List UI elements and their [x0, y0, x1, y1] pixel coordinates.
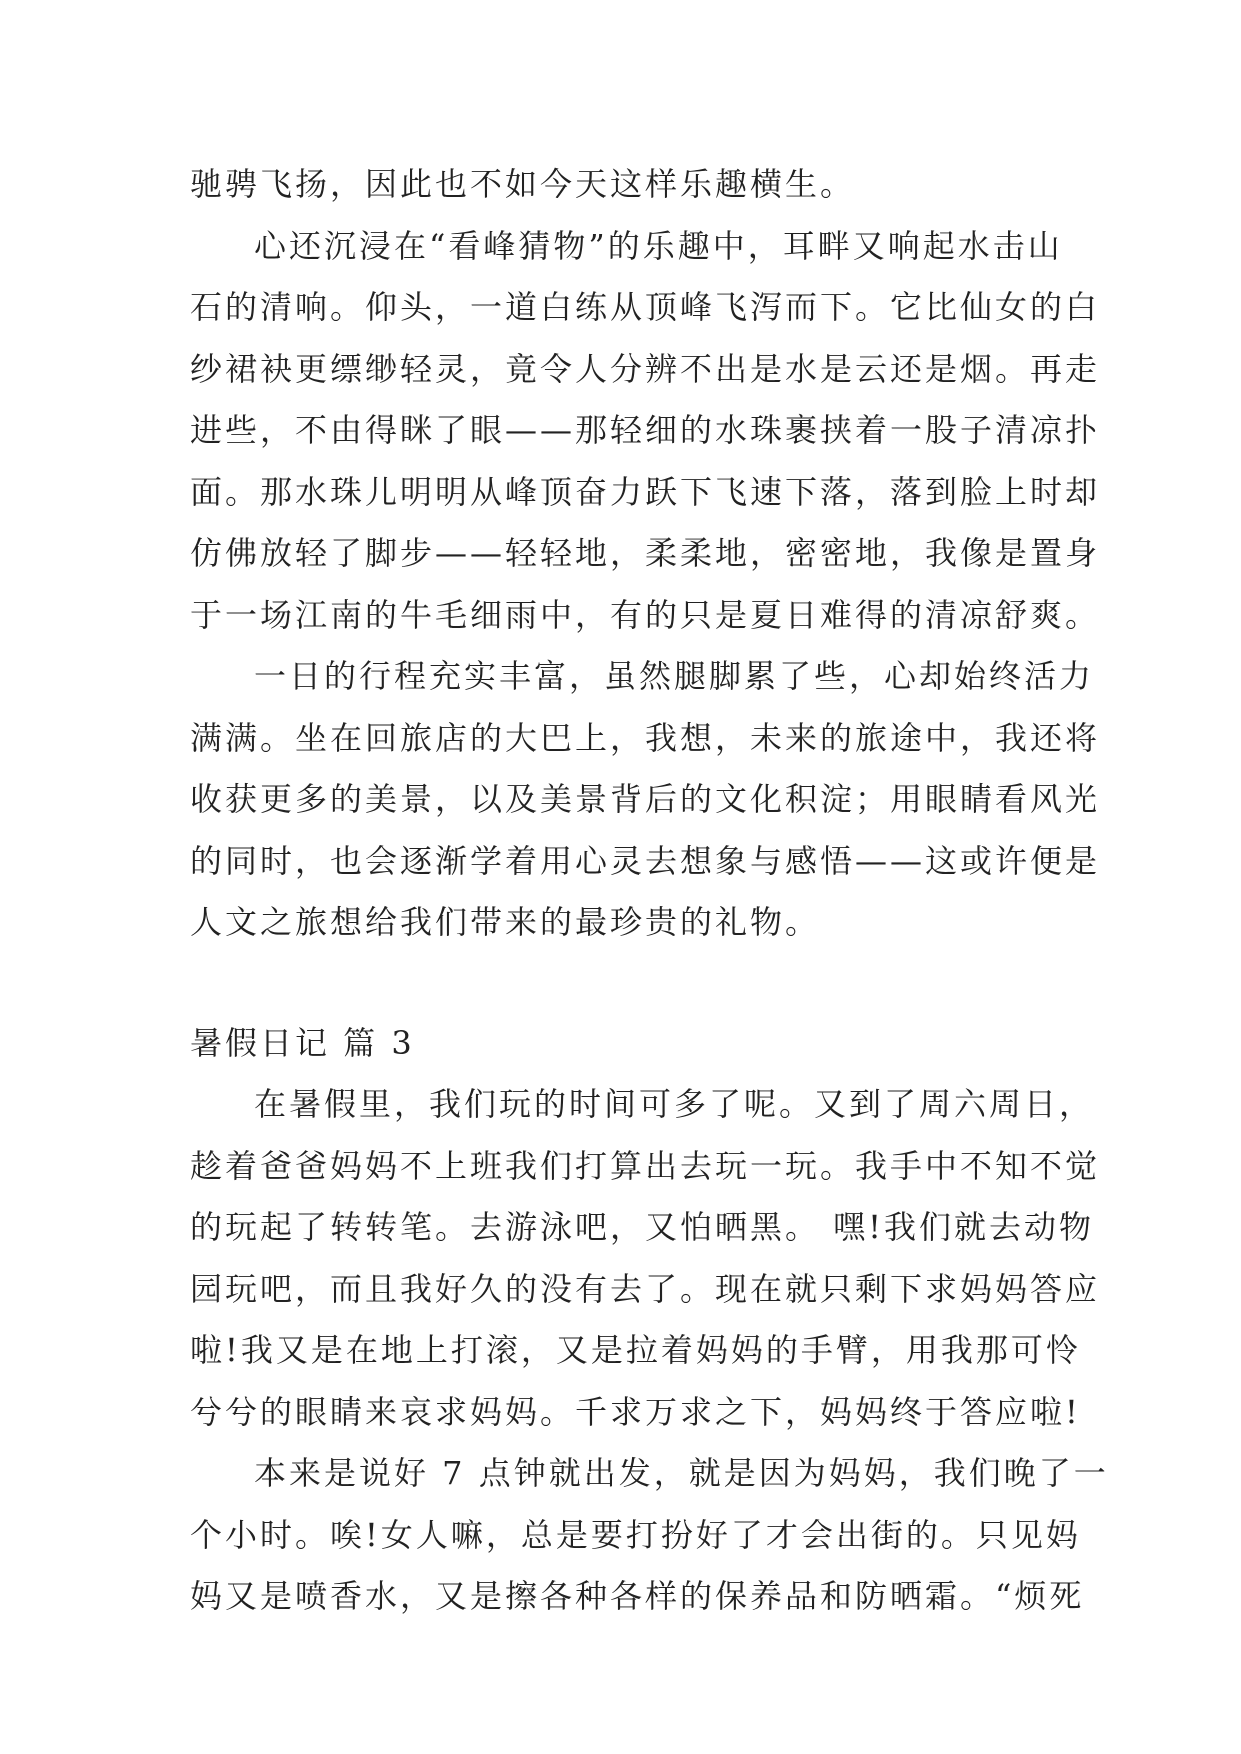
- text-line: 园玩吧，而且我好久的没有去了。现在就只剩下求妈妈答应: [190, 1269, 1101, 1308]
- text-line: 趁着爸爸妈妈不上班我们打算出去玩一玩。我手中不知不觉: [190, 1146, 1101, 1185]
- text-line: 兮兮的眼睛来哀求妈妈。千求万求之下，妈妈终于答应啦!: [190, 1392, 1081, 1431]
- text-line: 驰骋飞扬，因此也不如今天这样乐趣横生。: [190, 165, 856, 203]
- section-gap: [190, 954, 1070, 1013]
- text-line: 的同时，也会逐渐学着用心灵去想象与感悟——这或许便是: [190, 841, 1101, 880]
- text-line: 面。那水珠儿明明从峰顶奋力跃下飞速下落，落到脸上时却: [190, 472, 1101, 511]
- text-line: 的玩起了转转笔。去游泳吧，又怕晒黑。 嘿!我们就去动物: [190, 1208, 1095, 1246]
- text-line: 啦!我又是在地上打滚，又是拉着妈妈的手臂，用我那可怜: [190, 1331, 1081, 1369]
- document-body: [190, 154, 1109, 1628]
- text-line: 一日的行程充实丰富，虽然腿脚累了些，心却始终活力: [254, 657, 1095, 695]
- paragraph-conclusion: [190, 646, 1101, 954]
- text-line: 仿佛放轻了脚步——轻轻地，柔柔地，密密地，我像是置身: [190, 534, 1101, 572]
- text-line: 个小时。唉!女人嘛，总是要打扮好了才会出街的。只见妈: [190, 1515, 1081, 1554]
- paragraph-departure: [190, 1443, 1109, 1628]
- text-line: 纱裙袂更缥缈轻灵，竟令人分辨不出是水是云还是烟。再走: [190, 349, 1101, 388]
- text-line: 满满。坐在回旅店的大巴上，我想，未来的旅途中，我还将: [190, 718, 1101, 757]
- text-line: 心还沉浸在“看峰猜物”的乐趣中，耳畔又响起水击山: [254, 226, 1063, 265]
- text-line: 石的清响。仰头，一道白练从顶峰飞泻而下。它比仙女的白: [190, 288, 1101, 326]
- text-line: 本来是说好 7 点钟就出发，就是因为妈妈，我们晚了一: [254, 1454, 1109, 1492]
- text-line: 人文之旅想给我们带来的最珍贵的礼物。: [190, 903, 821, 941]
- paragraph-continued: [190, 154, 1070, 216]
- text-line: 在暑假里，我们玩的时间可多了呢。又到了周六周日，: [254, 1085, 1095, 1123]
- text-line: 于一场江南的牛毛细雨中，有的只是夏日难得的清凉舒爽。: [190, 595, 1101, 634]
- section-heading: 暑假日记 篇 3: [190, 1023, 415, 1062]
- paragraph-zoo-plan: [190, 1074, 1101, 1443]
- text-line: 进些，不由得眯了眼——那轻细的水珠裹挟着一股子清凉扑: [190, 411, 1101, 449]
- text-line: 妈又是喷香水，又是擦各种各样的保养品和防晒霜。“烦死: [190, 1577, 1085, 1615]
- text-line: 收获更多的美景，以及美景背后的文化积淀；用眼睛看风光: [190, 780, 1101, 818]
- paragraph-waterfall: [190, 216, 1101, 647]
